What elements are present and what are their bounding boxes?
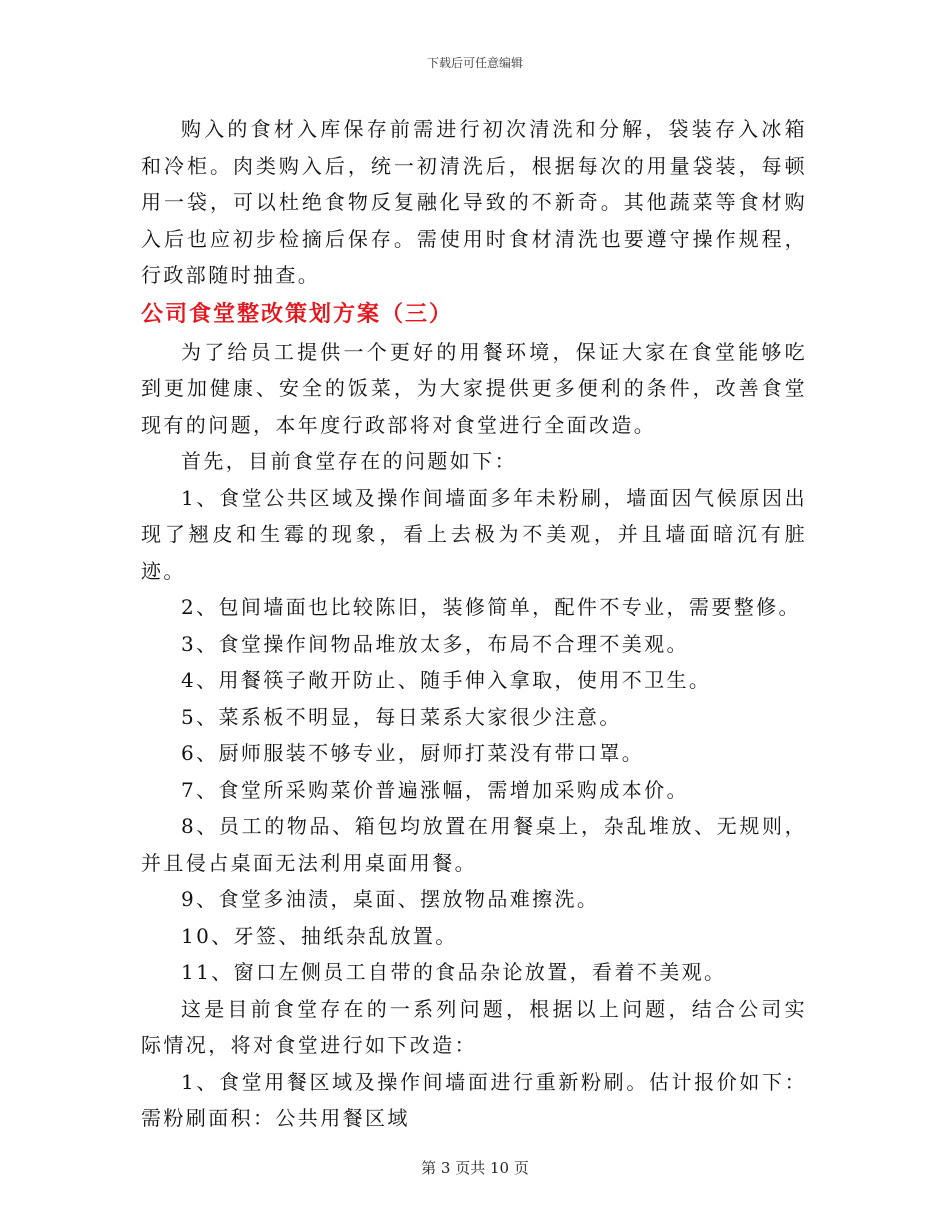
document-body [141, 111, 807, 1137]
page-footer: 第 3 页共 10 页 [421, 1159, 529, 1177]
plan-item: 1、食堂用餐区域及操作间墙面进行重新粉刷。估计报价如下：需粉刷面积：公共用餐区域 [141, 1069, 807, 1130]
paragraph-summary: 这是目前食堂存在的一系列问题，根据以上问题，结合公司实际情况，将对食堂进行如下改造： [141, 996, 807, 1057]
problem-item: 11、窗口左侧员工自带的食品杂论放置，看着不美观。 [181, 960, 727, 984]
problem-item: 6、厨师服装不够专业，厨师打菜没有带口罩。 [181, 741, 645, 765]
problems-heading: 首先，目前食堂存在的问题如下： [181, 449, 517, 473]
problem-item: 4、用餐筷子敞开防止、随手伸入拿取，使用不卫生。 [181, 668, 712, 692]
problem-item: 10、牙签、抽纸杂乱放置。 [181, 923, 458, 948]
paragraph-intro: 为了给员工提供一个更好的用餐环境，保证大家在食堂能够吃到更加健康、安全的饭菜，为大家提供更多便利的条件，改善食堂现有的问题，本年度行政部将对食堂进行全面改造。 [141, 339, 807, 437]
problem-item: 3、食堂操作间物品堆放太多，布局不合理不美观。 [181, 631, 689, 656]
paragraph-storage: 购入的食材入库保存前需进行初次清洗和分解，袋装存入冰箱和冷柜。肉类购入后，统一初清洗后，根据每次的用量袋装，每顿用一袋，可以杜绝食物反复融化导致的不新奇。其他蔬菜等食材购入后也应初步检摘后保存。需使用时食材清洗也要遵守操作规程，行政部随时抽查。 [141, 117, 807, 287]
problem-item: 1、食堂公共区域及操作间墙面多年未粉刷，墙面因气候原因出现了翘皮和生霉的现象，看上去极为不美观，并且墙面暗沉有脏迹。 [141, 485, 807, 583]
page-header: 下载后可任意编辑 [426, 56, 523, 70]
problem-item: 7、食堂所采购菜价普遍涨幅，需增加采购成本价。 [181, 777, 689, 802]
problem-item: 5、菜系板不明显，每日菜系大家很少注意。 [181, 704, 622, 729]
problem-item: 8、员工的物品、箱包均放置在用餐桌上，杂乱堆放、无规则，并且侵占桌面无法利用桌面用餐。 [141, 814, 807, 875]
section-title: 公司食堂整改策划方案（三） [141, 300, 454, 327]
problem-item: 2、包间墙面也比较陈旧，装修简单，配件不专业，需要整修。 [181, 595, 801, 619]
problem-item: 9、食堂多油渍，桌面、摆放物品难擦洗。 [181, 887, 600, 911]
